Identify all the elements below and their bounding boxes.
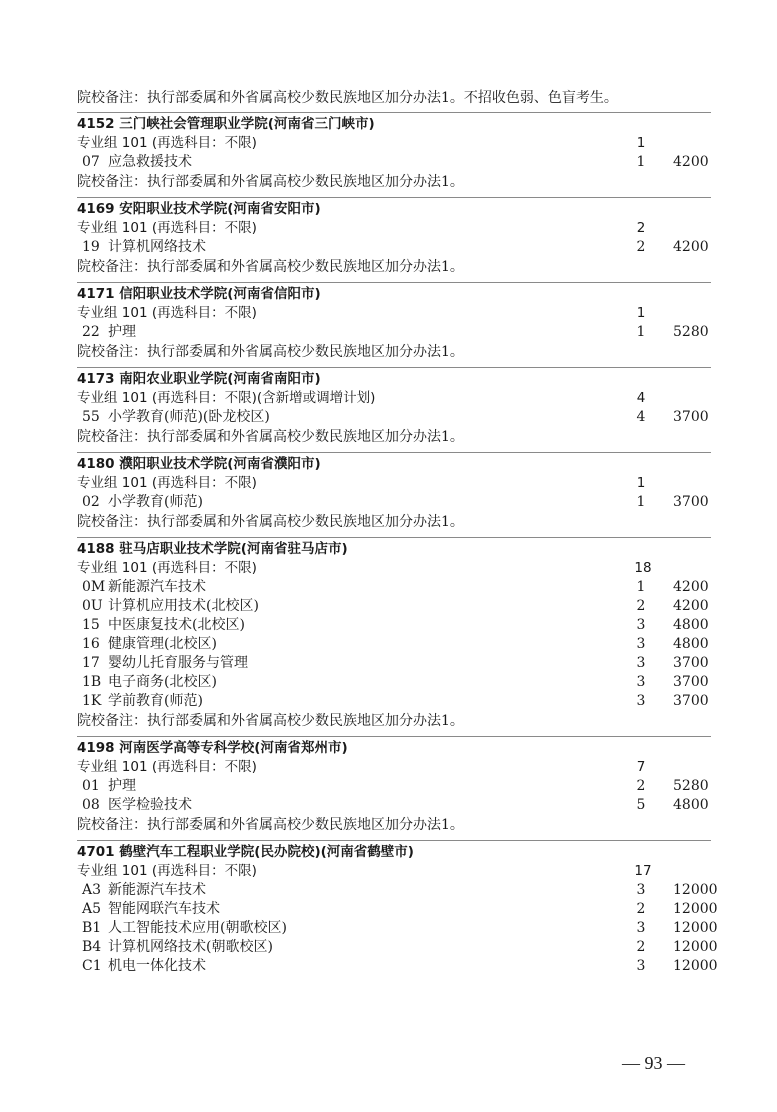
- group-row: [77, 134, 646, 153]
- major-name: 学前教育(师范): [108, 693, 203, 709]
- major-code: 02: [82, 494, 100, 510]
- school-title: 4173 南阳农业职业学院(河南省南阳市): [77, 371, 321, 387]
- group-count: 1: [636, 305, 646, 321]
- school-title: 4169 安阳职业技术学院(河南省安阳市): [77, 201, 321, 217]
- major-fee: 12000: [673, 882, 718, 898]
- major-count: 2: [636, 901, 646, 917]
- remark-text: 执行部委属和外省属高校少数民族地区加分办法1。: [147, 429, 464, 445]
- major-code: A5: [82, 901, 102, 917]
- major-row: [82, 796, 709, 815]
- remark-text: 执行部委属和外省属高校少数民族地区加分办法1。: [147, 713, 464, 729]
- major-fee: 4200: [673, 579, 709, 595]
- major-name: 新能源汽车技术: [108, 882, 206, 898]
- remark-text: 执行部委属和外省属高校少数民族地区加分办法1。: [147, 514, 464, 530]
- major-code: 1K: [82, 693, 102, 709]
- group-name: 专业组 101 (再选科目：不限)(含新增或调增计划): [77, 390, 376, 406]
- major-row: [82, 578, 709, 597]
- remark-text: 执行部委属和外省属高校少数民族地区加分办法1。: [147, 259, 464, 275]
- major-count: 3: [636, 636, 646, 652]
- remark-label: 院校备注：: [77, 344, 147, 360]
- major-count: 1: [636, 579, 646, 595]
- major-fee: 12000: [673, 901, 718, 917]
- major-row: [82, 881, 718, 900]
- school-remark: [77, 712, 464, 731]
- major-count: 2: [636, 778, 646, 794]
- group-count: 18: [634, 560, 652, 576]
- major-code: B4: [82, 939, 102, 955]
- major-row: [82, 238, 709, 257]
- group-count: 4: [636, 390, 646, 406]
- major-name: 机电一体化技术: [108, 958, 206, 974]
- major-name: 应急救援技术: [108, 154, 192, 170]
- remark-label: 院校备注：: [77, 817, 147, 833]
- remark-label: 院校备注：: [77, 90, 147, 106]
- major-count: 1: [636, 494, 646, 510]
- major-code: 55: [82, 409, 100, 425]
- remark-text: 执行部委属和外省属高校少数民族地区加分办法1。: [147, 174, 464, 190]
- group-row: [77, 862, 652, 881]
- remark-text: 执行部委属和外省属高校少数民族地区加分办法1。: [147, 817, 464, 833]
- major-count: 3: [636, 617, 646, 633]
- major-row: [82, 153, 709, 172]
- group-row: [77, 474, 646, 493]
- major-name: 婴幼儿托育服务与管理: [108, 655, 248, 671]
- remark-label: 院校备注：: [77, 174, 147, 190]
- major-count: 1: [636, 324, 646, 340]
- remark-label: 院校备注：: [77, 514, 147, 530]
- remark-label: 院校备注：: [77, 429, 147, 445]
- major-code: 0U: [82, 598, 103, 614]
- group-name: 专业组 101 (再选科目：不限): [77, 135, 257, 151]
- major-row: [82, 654, 709, 673]
- separator: [77, 452, 711, 453]
- major-row: [82, 673, 709, 692]
- remark-text: 执行部委属和外省属高校少数民族地区加分办法1。: [147, 344, 464, 360]
- major-count: 3: [636, 693, 646, 709]
- separator: [77, 537, 711, 538]
- school-title: 4171 信阳职业技术学院(河南省信阳市): [77, 286, 321, 302]
- separator: [77, 112, 711, 113]
- major-name: 智能网联汽车技术: [108, 901, 220, 917]
- major-name: 新能源汽车技术: [108, 579, 206, 595]
- major-row: [82, 938, 718, 957]
- major-name: 健康管理(北校区): [108, 636, 217, 652]
- page-number: — 93 —: [622, 1053, 685, 1073]
- school-remark: [77, 428, 464, 447]
- separator: [77, 736, 711, 737]
- remark-text: 执行部委属和外省属高校少数民族地区加分办法1。不招收色弱、色盲考生。: [147, 90, 618, 106]
- school-remark: [77, 816, 464, 835]
- major-name: 计算机应用技术(北校区): [108, 598, 259, 614]
- major-name: 人工智能技术应用(朝歌校区): [108, 920, 287, 936]
- major-count: 3: [636, 674, 646, 690]
- major-name: 中医康复技术(北校区): [108, 617, 245, 633]
- major-fee: 12000: [673, 920, 718, 936]
- major-row: [82, 597, 709, 616]
- remark-label: 院校备注：: [77, 259, 147, 275]
- major-code: 07: [82, 154, 100, 170]
- school-remark: [77, 258, 464, 277]
- major-fee: 4200: [673, 598, 709, 614]
- major-count: 2: [636, 239, 646, 255]
- group-row: [77, 758, 646, 777]
- major-count: 3: [636, 958, 646, 974]
- group-name: 专业组 101 (再选科目：不限): [77, 305, 257, 321]
- major-code: A3: [82, 882, 102, 898]
- top-remark: [77, 89, 618, 108]
- major-row: [82, 957, 718, 976]
- major-row: [82, 616, 709, 635]
- major-count: 2: [636, 598, 646, 614]
- school-remark: [77, 513, 464, 532]
- major-fee: 12000: [673, 958, 718, 974]
- group-count: 1: [636, 135, 646, 151]
- major-fee: 12000: [673, 939, 718, 955]
- group-row: [77, 304, 646, 323]
- major-count: 2: [636, 939, 646, 955]
- major-name: 计算机网络技术(朝歌校区): [108, 939, 273, 955]
- major-count: 3: [636, 920, 646, 936]
- major-fee: 5280: [673, 324, 709, 340]
- major-name: 医学检验技术: [108, 797, 192, 813]
- group-count: 7: [636, 759, 646, 775]
- separator: [77, 367, 711, 368]
- major-name: 护理: [108, 778, 136, 794]
- major-name: 小学教育(师范): [108, 494, 203, 510]
- group-name: 专业组 101 (再选科目：不限): [77, 220, 257, 236]
- group-name: 专业组 101 (再选科目：不限): [77, 759, 257, 775]
- group-name: 专业组 101 (再选科目：不限): [77, 863, 257, 879]
- major-code: 19: [82, 239, 100, 255]
- major-name: 小学教育(师范)(卧龙校区): [108, 409, 270, 425]
- major-name: 护理: [108, 324, 136, 340]
- major-fee: 4800: [673, 797, 709, 813]
- school-title: 4188 驻马店职业技术学院(河南省驻马店市): [77, 541, 348, 557]
- major-row: [82, 777, 709, 796]
- remark-label: 院校备注：: [77, 713, 147, 729]
- major-fee: 3700: [673, 494, 709, 510]
- major-code: C1: [82, 958, 102, 974]
- major-fee: 4800: [673, 617, 709, 633]
- major-count: 4: [636, 409, 646, 425]
- school-title: 4701 鹤壁汽车工程职业学院(民办院校)(河南省鹤壁市): [77, 844, 414, 860]
- group-row: [77, 219, 646, 238]
- major-fee: 3700: [673, 674, 709, 690]
- major-code: 15: [82, 617, 100, 633]
- major-row: [82, 635, 709, 654]
- school-remark: [77, 173, 464, 192]
- group-name: 专业组 101 (再选科目：不限): [77, 560, 257, 576]
- group-count: 1: [636, 475, 646, 491]
- group-name: 专业组 101 (再选科目：不限): [77, 475, 257, 491]
- major-row: [82, 692, 709, 711]
- school-title: 4180 濮阳职业技术学院(河南省濮阳市): [77, 456, 321, 472]
- major-count: 5: [636, 797, 646, 813]
- major-name: 电子商务(北校区): [108, 674, 217, 690]
- major-count: 3: [636, 882, 646, 898]
- major-row: [82, 408, 709, 427]
- group-count: 17: [634, 863, 652, 879]
- major-fee: 3700: [673, 693, 709, 709]
- major-code: 17: [82, 655, 100, 671]
- major-fee: 3700: [673, 409, 709, 425]
- major-fee: 5280: [673, 778, 709, 794]
- group-row: [77, 389, 646, 408]
- school-title: 4198 河南医学高等专科学校(河南省郑州市): [77, 740, 348, 756]
- major-code: 16: [82, 636, 100, 652]
- major-code: 1B: [82, 674, 102, 690]
- major-row: [82, 493, 709, 512]
- major-code: B1: [82, 920, 102, 936]
- group-count: 2: [636, 220, 646, 236]
- major-fee: 3700: [673, 655, 709, 671]
- major-row: [82, 900, 718, 919]
- major-fee: 4800: [673, 636, 709, 652]
- major-code: 08: [82, 797, 100, 813]
- major-code: 22: [82, 324, 100, 340]
- separator: [77, 197, 711, 198]
- separator: [77, 282, 711, 283]
- group-row: [77, 559, 652, 578]
- major-fee: 4200: [673, 239, 709, 255]
- major-code: 01: [82, 778, 100, 794]
- major-fee: 4200: [673, 154, 709, 170]
- major-count: 1: [636, 154, 646, 170]
- major-row: [82, 323, 709, 342]
- major-code: 0M: [82, 579, 106, 595]
- major-count: 3: [636, 655, 646, 671]
- school-remark: [77, 343, 464, 362]
- major-row: [82, 919, 718, 938]
- separator: [77, 840, 711, 841]
- major-name: 计算机网络技术: [108, 239, 206, 255]
- school-title: 4152 三门峡社会管理职业学院(河南省三门峡市): [77, 116, 375, 132]
